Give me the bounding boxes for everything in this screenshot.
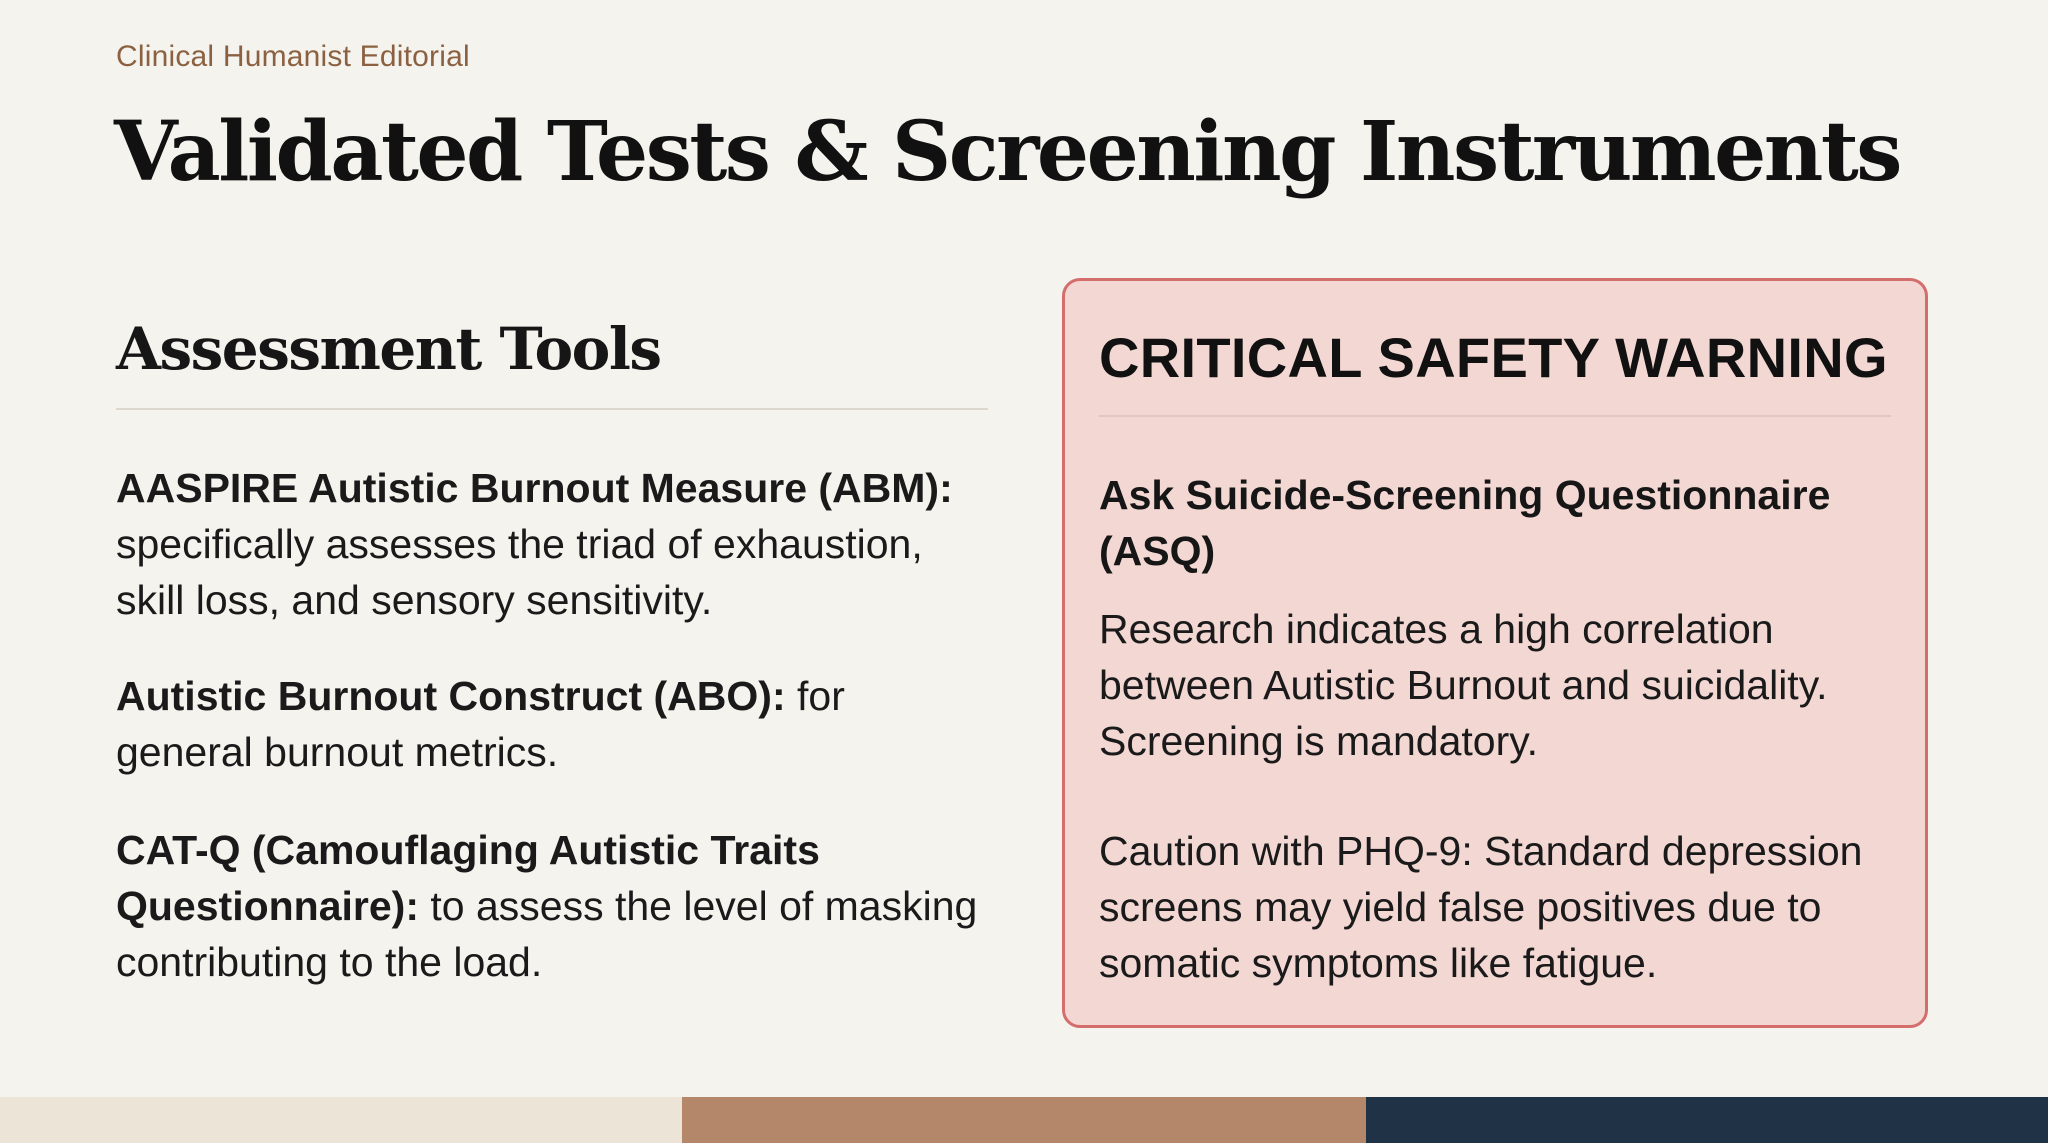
warning-paragraph-correlation: Research indicates a high correlation between Autistic Burnout and suicidality. Screening is mandatory. — [1099, 606, 1828, 764]
safety-warning-box — [1062, 278, 1928, 1028]
footer-color-bar — [0, 1097, 2048, 1143]
tool-item-abm — [116, 460, 988, 628]
warning-title: CRITICAL SAFETY WARNING — [1099, 326, 1888, 389]
tool-item-abo — [116, 668, 988, 780]
eyebrow-label: Clinical Humanist Editorial — [116, 40, 470, 73]
warning-body — [1099, 467, 1899, 991]
warning-paragraph-phq9: Caution with PHQ-9: Standard depression screens may yield false positives due to somatic symptoms like fatigue. — [1099, 828, 1863, 986]
tool-item-catq — [116, 822, 988, 990]
page-title: Validated Tests & Screening Instruments — [114, 104, 1900, 200]
assessment-tools-column — [116, 310, 988, 990]
tool-description-catq: to assess the level of masking contributing to the load. — [116, 883, 978, 985]
footer-segment-cream — [0, 1097, 682, 1143]
footer-segment-navy — [1366, 1097, 2048, 1143]
warning-subtitle: Ask Suicide-Screening Questionnaire (ASQ) — [1099, 472, 1831, 574]
warning-divider — [1099, 415, 1891, 417]
assessment-tools-heading: Assessment Tools — [116, 315, 661, 383]
tool-description-abm: specifically assesses the triad of exhaustion, skill loss, and sensory sensitivity. — [116, 521, 923, 623]
tool-name-catq: CAT-Q (Camouflaging Autistic Traits Questionnaire): — [116, 827, 820, 929]
tool-name-abm: AASPIRE Autistic Burnout Measure (ABM): — [116, 465, 953, 511]
assessment-divider — [116, 408, 988, 410]
tool-description-abo: for general burnout metrics. — [116, 673, 845, 775]
tool-name-abo: Autistic Burnout Construct (ABO): — [116, 673, 786, 719]
footer-segment-tan — [682, 1097, 1366, 1143]
